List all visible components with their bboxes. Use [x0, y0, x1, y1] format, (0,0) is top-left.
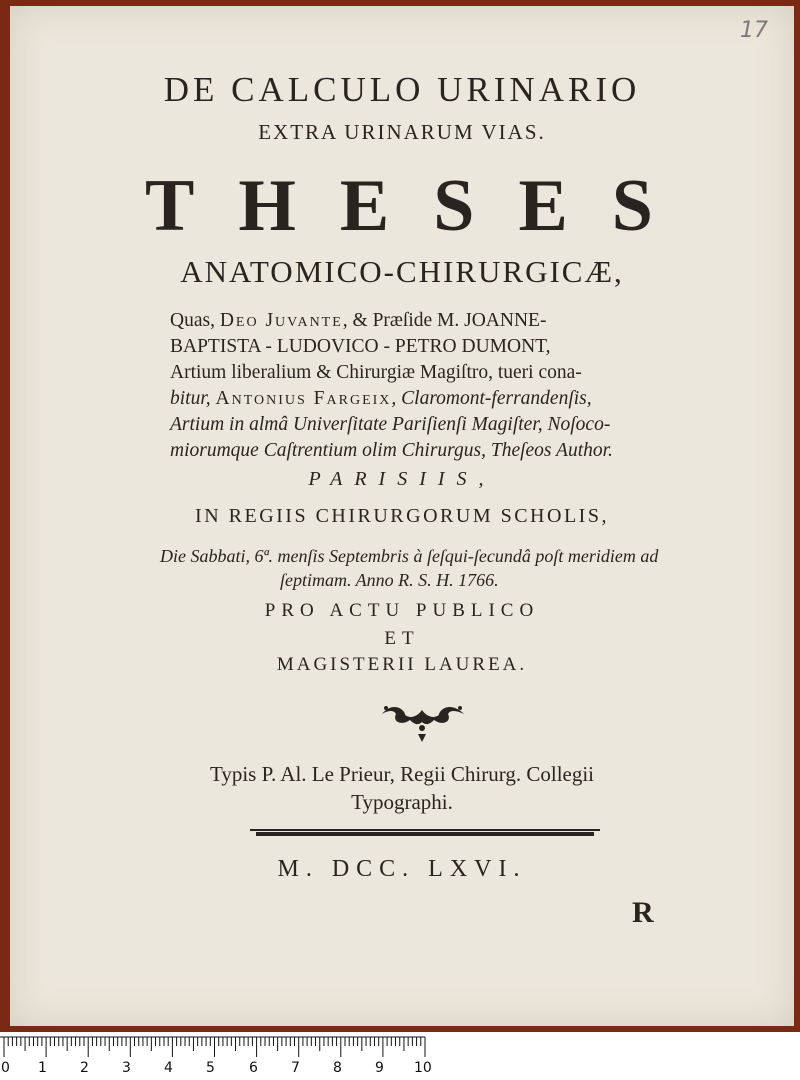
- ruler-ticks: [0, 1036, 800, 1058]
- title-page: [10, 6, 794, 1026]
- ruler-label: 5: [206, 1060, 215, 1076]
- printer-line-1: Typis P. Al. Le Prieur, Regii Chirurg. Collegii: [209, 762, 595, 786]
- ruler-label: 8: [333, 1060, 342, 1076]
- scale-ruler: [0, 1036, 800, 1080]
- occasion-line-1: PRO ACTU PUBLICO: [264, 600, 540, 621]
- ruler-label: 1: [38, 1060, 47, 1076]
- ruler-label: 2: [80, 1060, 89, 1076]
- ruler-label: 7: [291, 1060, 300, 1076]
- ruler-label: 4: [164, 1060, 173, 1076]
- place-line: PARISIIS,: [308, 468, 496, 490]
- dedication-line: BAPTISTA - LUDOVICO - PETRO DUMONT,: [170, 336, 551, 357]
- dedication-line: miorumque Caſtrentium olim Chirurgus, Theſeos Author.: [170, 440, 613, 461]
- date-paragraph: [160, 544, 720, 592]
- title-line-1: DE CALCULO URINARIO: [163, 70, 641, 109]
- dedication-line: Quas, Deo Juvante, & Præſide M. JOANNE-: [170, 310, 547, 331]
- printer-line-2: Typographi.: [351, 790, 453, 814]
- ruler-label: 3: [122, 1060, 131, 1076]
- dedication-paragraph: [170, 308, 710, 464]
- occasion-line-3: MAGISTERII LAUREA.: [276, 654, 528, 675]
- venue-line: IN REGIIS CHIRURGORUM SCHOLIS,: [195, 505, 609, 527]
- year-line: M. DCC. LXVI.: [277, 856, 527, 882]
- occasion-line-2: ET: [384, 628, 420, 649]
- page-number: 17: [740, 18, 768, 43]
- fleuron-ornament-icon: [378, 698, 468, 744]
- ruler-label: 9: [375, 1060, 384, 1076]
- stamp-letter: R: [632, 896, 654, 929]
- main-title: THESES: [145, 165, 697, 247]
- date-line: Die Sabbati, 6ª. menſis Septembris à ſeſqui-ſecundâ poſt meridiem ad: [160, 546, 659, 566]
- dedication-line: Artium in almâ Univerſitate Pariſienſi Magiſter, Noſoco-: [170, 414, 611, 435]
- date-line: ſeptimam. Anno R. S. H. 1766.: [280, 570, 499, 590]
- decorative-rule: [250, 828, 600, 838]
- ruler-label: 10: [414, 1060, 432, 1076]
- dedication-line: bitur, Antonius Fargeix, Claromont-ferrandenſis,: [170, 388, 592, 409]
- dedication-line: Artium liberalium & Chirurgiæ Magiſtro, tueri cona-: [170, 362, 582, 383]
- title-line-4: ANATOMICO-CHIRURGICÆ,: [180, 254, 624, 289]
- ruler-label: 6: [249, 1060, 258, 1076]
- ruler-label: 0: [1, 1060, 10, 1076]
- title-line-2: EXTRA URINARUM VIAS.: [258, 120, 546, 144]
